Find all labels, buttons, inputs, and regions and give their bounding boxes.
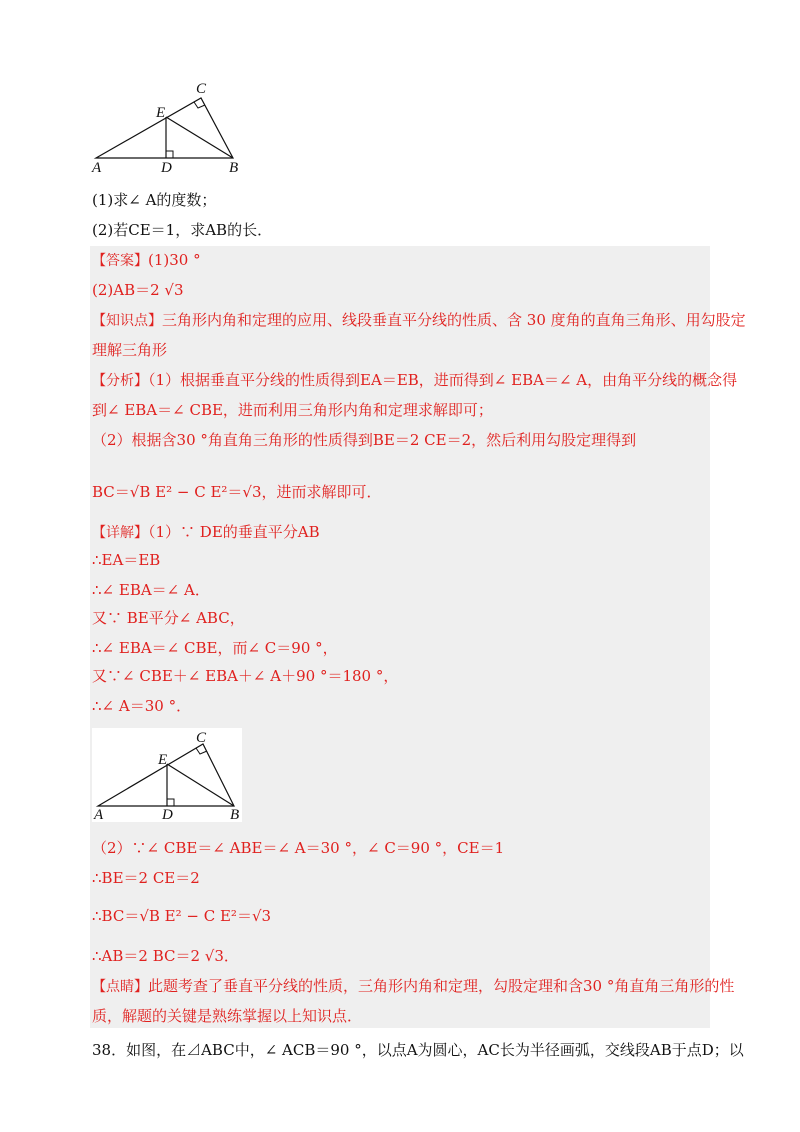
label-a: A: [92, 160, 102, 176]
part2-text-3: ∴BC＝√B E² − C E²＝√3: [92, 907, 272, 925]
label-e: E: [158, 752, 168, 768]
part2-text-1: （2）∵∠ CBE＝∠ ABE＝∠ A＝30 °，∠ C＝90 °，CE＝1: [92, 839, 505, 857]
analysis-text-1: （1）根据垂直平分线的性质得到EA＝EB，进而得到∠ EBA＝∠ A，由角平分线的概念得: [148, 371, 738, 389]
triangle-figure-answer: [92, 728, 242, 822]
analysis-row-1: [92, 370, 737, 391]
answer-2: (2)AB＝2 √3: [92, 281, 184, 299]
part2-text-4: ∴AB＝2 BC＝2 √3．: [92, 947, 239, 965]
answer-row-1: [92, 250, 201, 271]
knowledge-text-2: 理解三角形: [92, 341, 168, 359]
label-a: A: [94, 807, 104, 822]
answer-1: (1)30 °: [148, 251, 201, 269]
comment-row-1: [92, 976, 734, 997]
right-angle-d: [167, 799, 174, 806]
detail-text-3: ∴∠ EBA＝∠ A．: [92, 581, 210, 599]
analysis-tag: 【分析】: [92, 373, 148, 389]
detail-text-5: ∴∠ EBA＝∠ CBE，而∠ C＝90 °，: [92, 639, 338, 657]
detail-text-7: ∴∠ A＝30 °．: [92, 697, 192, 715]
comment-tag: 【点睛】: [92, 979, 148, 995]
label-c: C: [196, 730, 207, 746]
label-d: D: [162, 807, 173, 822]
knowledge-tag: 【知识点】: [92, 313, 162, 329]
label-b: B: [229, 160, 239, 176]
detail-text-6: 又∵∠ CBE＋∠ EBA＋∠ A＋90 °＝180 °，: [92, 667, 399, 685]
analysis-text-3: （2）根据含30 °角直角三角形的性质得到BE＝2 CE＝2，然后利用勾股定理得到: [92, 431, 637, 449]
comment-text-2: 质，解题的关键是熟练掌握以上知识点．: [92, 1007, 363, 1025]
question-part-2: (2)若CE＝1，求AB的长．: [92, 221, 273, 239]
question-part-1: (1)求∠ A的度数；: [92, 191, 217, 209]
label-e: E: [156, 105, 166, 121]
detail-text-2: ∴EA＝EB: [92, 551, 161, 569]
knowledge-row-1: [92, 310, 746, 331]
label-d: D: [161, 160, 172, 176]
analysis-text-2: 到∠ EBA＝∠ CBE，进而利用三角形内角和定理求解即可；: [92, 401, 493, 419]
detail-tag: 【详解】: [92, 525, 148, 541]
triangle-figure-top: [88, 80, 258, 176]
part2-text-2: ∴BE＝2 CE＝2: [92, 869, 200, 887]
knowledge-text-1: 三角形内角和定理的应用、线段垂直平分线的性质、含 30 度角的直角三角形、用勾股定: [162, 311, 746, 329]
detail-row-1: [92, 522, 320, 543]
analysis-text-4: BC＝√B E² − C E²＝√3，进而求解即可．: [92, 483, 382, 501]
detail-text-1: （1）∵ DE的垂直平分AB: [148, 523, 320, 541]
detail-text-4: 又∵ BE平分∠ ABC，: [92, 609, 245, 627]
answer-tag: 【答案】: [92, 253, 148, 269]
next-question: 38．如图，在⊿ABC中，∠ ACB＝90 °，以点A为圆心，AC长为半径画弧，交线段AB于点D；以: [92, 1041, 744, 1059]
right-angle-d: [166, 151, 173, 158]
segment-eb: [166, 117, 233, 158]
label-c: C: [196, 81, 207, 97]
label-b: B: [230, 807, 240, 822]
comment-text-1: 此题考查了垂直平分线的性质，三角形内角和定理，勾股定理和含30 °角直角三角形的性: [148, 977, 735, 995]
